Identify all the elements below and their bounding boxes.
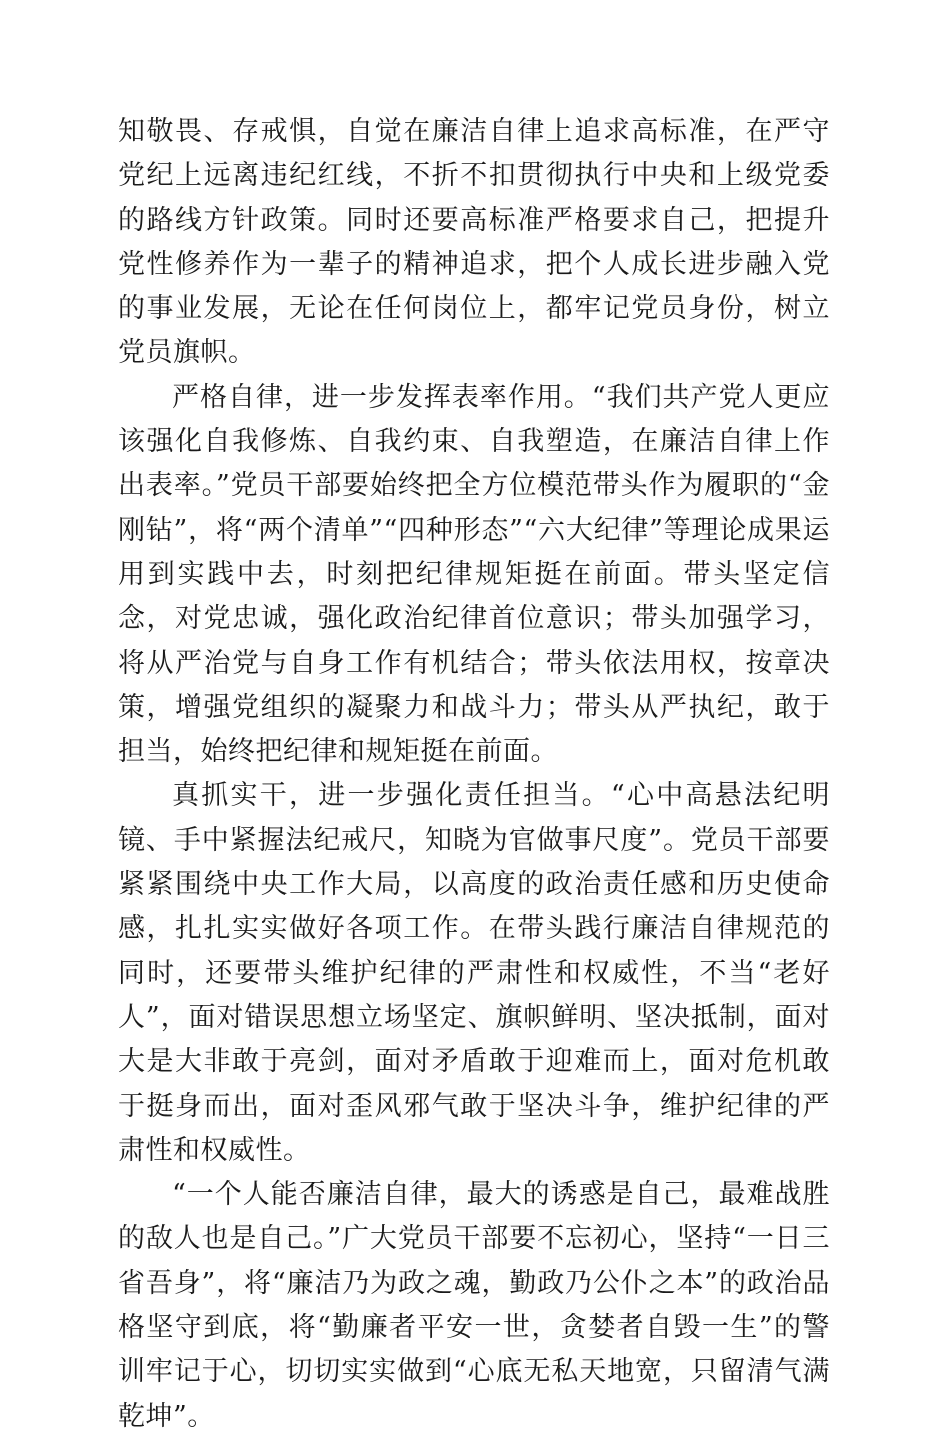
- paragraph-conclusion: “一个人能否廉洁自律，最大的诱惑是自己，最难战胜的敌人也是自己。”广大党员干部要不忘初心，坚持“一日三省吾身”，将“廉洁乃为政之魂，勤政乃公仆之本”的政治品格坚守到底，将“勤廉者平安一世，贪婪者自毁一生”的警训牢记于心，切切实实做到“心底无私天地宽，只留清气满乾坤”。: [118, 1179, 830, 1432]
- document-body: [118, 110, 830, 1439]
- paragraph-strict-self-discipline: 严格自律，进一步发挥表率作用。“我们共产党人更应该强化自我修炼、自我约束、自我塑造，在廉洁自律上作出表率。”党员干部要始终把全方位模范带头作为履职的“金刚钻”，将“两个清单”“四种形态”“六大纪律”等理论成果运用到实践中去，时刻把纪律规矩挺在前面。带头坚定信念，对党忠诚，强化政治纪律首位意识；带头加强学习，将从严治党与自身工作有机结合；带头依法用权，按章决策，增强党组织的凝聚力和战斗力；带头从严执纪，敢于担当，始终把纪律和规矩挺在前面。: [118, 381, 830, 768]
- paragraph-responsibility: 真抓实干，进一步强化责任担当。“心中高悬法纪明镜、手中紧握法纪戒尺，知晓为官做事尺度”。党员干部要紧紧围绕中央工作大局，以高度的政治责任感和历史使命感，扎扎实实做好各项工作。在带头践行廉洁自律规范的同时，还要带头维护纪律的严肃性和权威性，不当“老好人”，面对错误思想立场坚定、旗帜鲜明、坚决抵制，面对大是大非敢于亮剑，面对矛盾敢于迎难而上，面对危机敢于挺身而出，面对歪风邪气敢于坚决斗争，维护纪律的严肃性和权威性。: [118, 780, 830, 1166]
- paragraph-continuation: 知敬畏、存戒惧，自觉在廉洁自律上追求高标准，在严守党纪上远离违纪红线，不折不扣贯彻执行中央和上级党委的路线方针政策。同时还要高标准严格要求自己，把提升党性修养作为一辈子的精神追求，把个人成长进步融入党的事业发展，无论在任何岗位上，都牢记党员身份，树立党员旗帜。: [118, 116, 830, 369]
